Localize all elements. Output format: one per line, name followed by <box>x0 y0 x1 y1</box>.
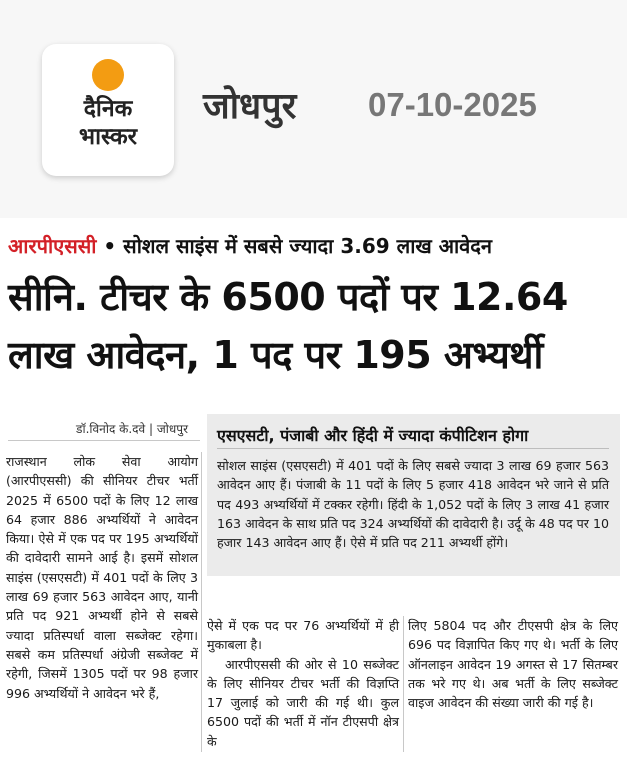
article-column-3 <box>408 616 618 712</box>
article-column-1 <box>6 452 198 703</box>
byline: डॉ.विनोद के.दवे | जोधपुर <box>76 422 188 436</box>
dainik-bhaskar-logo <box>42 44 174 176</box>
logo-line2: भास्कर <box>78 124 138 150</box>
column-2-para-1: ऐसे में एक पद पर 76 अभ्यर्थियों में ही मुकाबला है। <box>207 618 399 653</box>
news-clipping <box>0 218 627 762</box>
column-2-para-2: आरपीएससी की ओर से 10 सब्जेक्ट के लिए सीनियर टीचर भर्ती की विज्ञप्ति 17 जुलाई को जारी की गई थी। कुल 6500 पदों की भर्ती में नॉन टीएसपी क्षेत्र के <box>207 656 399 749</box>
headline-line2: लाख आवेदन, 1 पद पर 195 अभ्यर्थी <box>8 333 543 377</box>
box-title: एसएसटी, पंजाबी और हिंदी में ज्यादा कंपीटिशन होगा <box>217 426 529 445</box>
kicker-org: आरपीएससी <box>8 234 97 258</box>
column-3-text: लिए 5804 पद और टीएसपी क्षेत्र के लिए 696 पद विज्ञापित किए गए थे। भर्ती के लिए ऑनलाइन आवेदन 19 अगस्त से 17 सितम्बर तक भरे गए थे। अब भर्ती के लिए सब्जेक्ट वाइज आवेदन की संख्या जारी की गई है। <box>408 618 618 711</box>
column-divider-2 <box>403 616 404 752</box>
box-body: सोशल साइंस (एसएसटी) में 401 पदों के लिए सबसे ज्यादा 3 लाख 69 हजार 563 आवेदन आए हैं। पंजाबी के 11 पदों के लिए 5 हजार 418 आवेदन भरे जाने से प्रति पद 493 अभ्यर्थियों में टक्कर रहेगी। हिंदी के 1,052 पदों के लिए 3 लाख 41 हजार 163 आवेदन के साथ प्रति पद 324 अभ्यर्थियों की दावेदारी है। उर्दू के 48 पद पर 10 हजार 143 आवेदन आए हैं। ऐसे में प्रति पद 211 अभ्यर्थी होंगे। <box>217 458 609 551</box>
headline-line1: सीनि. टीचर के 6500 पदों पर 12.64 <box>8 275 568 319</box>
sun-icon <box>92 59 124 91</box>
column-divider-1 <box>201 452 202 752</box>
highlight-box <box>207 414 620 576</box>
edition-city: जोधपुर <box>203 86 297 127</box>
article-column-2 <box>207 616 399 751</box>
byline-divider <box>8 440 200 441</box>
page-header <box>0 0 627 200</box>
headline <box>8 268 620 384</box>
kicker-text: • सोशल साइंस में सबसे ज्यादा 3.69 लाख आवेदन <box>103 234 492 258</box>
column-1-text: राजस्थान लोक सेवा आयोग (आरपीएससी) की सीनियर टीचर भर्ती 2025 में 6500 पदों के लिए 12 लाख 64 हजार 886 अभ्यर्थियों ने आवेदन किया। ऐसे में एक पद पर 195 अभ्यर्थियों की दावेदारी सामने आई है। इसमें सोशल साइंस (एसएसटी) में 401 पदों के लिए 3 लाख 69 हजार 563 आवेदन आए, यानी प्रति पद 921 अभ्यर्थी होने से सबसे ज्यादा प्रतिस्पर्धा वाला सब्जेक्ट रहेगा। सबसे कम प्रतिस्पर्धा अंग्रेजी सब्जेक्ट में रहेगी, जिसमें 1305 पदों पर 98 हजार 996 अभ्यर्थियों ने आवेदन भरे हैं, <box>6 454 198 701</box>
logo-line1: दैनिक <box>83 96 133 122</box>
kicker <box>8 232 618 259</box>
box-title-divider <box>217 448 609 449</box>
edition-date: 07-10-2025 <box>368 86 537 123</box>
